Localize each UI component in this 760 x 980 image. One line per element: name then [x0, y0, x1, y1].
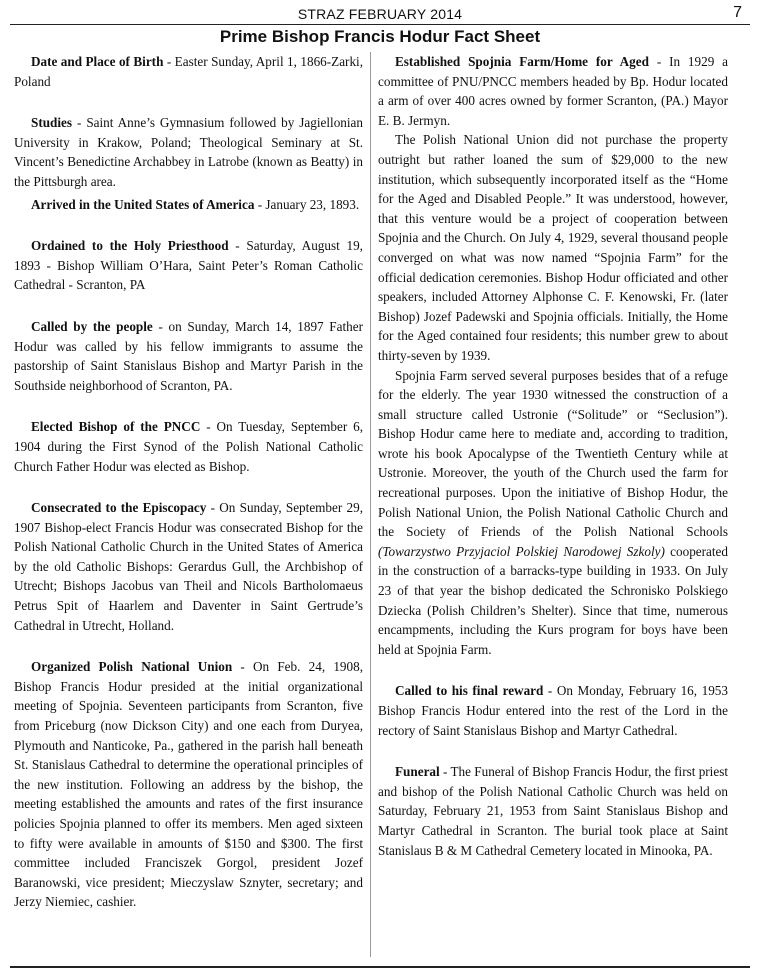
fact-term: Date and Place of Birth [31, 54, 164, 69]
fact-text: - on Sunday, March 14, 1897 Father Hodur was called by his fellow immigrants to assume the pastorship of Saint Stanislaus Bishop and Martyr Parish in the Southside neighborhood of Scranton, PA. [14, 318, 363, 393]
paragraph-text: cooperated in the construction of a barracks-type building in 1933. On July 23 of that year the bishop dedicated the Schronisko Polskiego Dziecka (Polish Children’s Shelter). Since that time, numerous encampments, including the Kurs program for boys have been held at Spojnia Farm. [378, 543, 728, 657]
fact-text: - On Feb. 24, 1908, Bishop Francis Hodur presided at the initial organizational meeting of Spojnia. Seventeen participants from Scranton, five from Priceburg (now Dickson City) and one each from Duryea, Plymouth and Nanticoke, Pa., gathered in the parish hall beneath St. Stanislaus Cathedral to determine the operational principles of the new institution. Following an address by the bishop, the meeting established the amounts and rates of the first insurance policies Spojnia planned to offer its members. Men aged sixteen to fifty were available in amounts of $150 and $300. The first committee included Franciszek Gorgol, president Jozef Baranowski, vice president; Mieczyslaw Sznyter, secretary; and Jerzy Niemiec, cashier. [14, 659, 363, 910]
fact-entry-studies [14, 113, 363, 191]
fact-term: Established Spojnia Farm/Home for Aged [395, 54, 649, 69]
page-header [10, 6, 750, 25]
society-name-polish: (Towarzystwo Przyjaciol Polskiej Narodowej Szkoly) [378, 543, 665, 559]
fact-term: Called to his final reward [395, 683, 544, 699]
fact-text: - Saint Anne’s Gymnasium followed by Jagiellonian University in Krakow, Poland; Theological Seminary at St. Vincent’s Benedictine Archabbey in Latrobe (known as Beatty) in the Pittsburgh area. [14, 115, 363, 189]
column-divider [370, 52, 371, 957]
bottom-rule [10, 966, 750, 968]
fact-text: - January 23, 1893. [254, 196, 360, 212]
fact-text: - On Monday, February 16, 1953 Bishop Francis Hodur entered into the rest of the Lord in the rectory of Saint Stanislaus Bishop and Martyr Cathedral. [378, 683, 728, 738]
fact-text: - The Funeral of Bishop Francis Hodur, the first priest and bishop of the Polish National Catholic Church was held on Saturday, February 21, 1953 from Saint Stanislaus Bishop and Martyr Cathedral in Scranton. The burial took place at Saint Stanislaus B & M Cathedral Cemetery located in Minooka, PA. [378, 764, 728, 858]
fact-text: - On Sunday, September 29, 1907 Bishop-elect Francis Hodur was consecrated Bishop for the Polish National Catholic Church in the United States of America by the old Catholic Bishops: Gerardus Gull, the Archbishop of Utrecht; Bishops Jacobus van Theil and Nicols Bartholomaeus Petrus Spit of Haarlem and Daventer in Saint Gertrude’s Cathedral in Utrecht, Holland. [14, 500, 363, 633]
left-column [14, 52, 363, 912]
spojnia-farm-paragraph-3 [378, 366, 728, 660]
fact-entry-birth [14, 52, 363, 91]
fact-text: - Saturday, August 19, 1893 - Bishop William O’Hara, Saint Peter’s Roman Catholic Cathedral - Scranton, PA [14, 238, 363, 293]
fact-entry-pnu [14, 657, 363, 912]
right-column [378, 52, 728, 860]
fact-entry-spojnia-farm [378, 52, 728, 130]
fact-entry-ordination [14, 236, 363, 295]
fact-term: Called by the people [31, 318, 153, 334]
fact-entry-consecrated [14, 498, 363, 635]
fact-term: Ordained to the Holy Priesthood [31, 238, 229, 254]
fact-entry-called [14, 317, 363, 395]
fact-term: Studies [31, 115, 73, 131]
paragraph-text: Spojnia Farm served several purposes besides that of a refuge for the elderly. The year 1930 witnessed the construction of a small structure called Ustronie (“Solitude” or “Seclusion”). Bishop Hodur came here to mediate and, according to tradition, wrote his book Apocalypse of the Twentieth Century while at Ustronie. Moreover, the youth of the Church used the farm for recreational purposes. Upon the initiative of Bishop Hodur, the Polish National Union, the Polish National Catholic Church and the Society of Friends of the Polish National Schools [378, 367, 728, 540]
fact-term: Elected Bishop of the PNCC [31, 419, 201, 435]
fact-text: - In 1929 a committee of PNU/PNCC members headed by Bp. Hodur located a arm of over 400 acres owned by former Scranton, (PA.) Mayor E. B. Jermyn. [378, 54, 729, 128]
fact-entry-final-reward [378, 681, 728, 740]
page-number: 7 [733, 4, 742, 21]
fact-text: - On Tuesday, September 6, 1904 during the First Synod of the Polish National Catholic Church Father Hodur was elected as Bishop. [14, 419, 363, 474]
fact-term: Consecrated to the Episcopacy [31, 500, 207, 516]
fact-entry-elected [14, 417, 363, 476]
article-title: Prime Bishop Francis Hodur Fact Sheet [219, 27, 541, 46]
fact-entry-arrival [14, 195, 363, 215]
fact-term: Funeral [395, 764, 440, 780]
fact-term: Organized Polish National Union [31, 659, 233, 675]
running-title: STRAZ FEBRUARY 2014 [297, 6, 463, 22]
fact-entry-funeral [378, 762, 728, 860]
fact-text: - Easter Sunday, April 1, 1866-Zarki, Poland [14, 54, 364, 89]
spojnia-farm-paragraph-2: The Polish National Union did not purchase the property outright but rather loaned the sum of $29,000 to the new institution, which subsequently incorporated itself as the “Home for the Aged and Disabled People.” It was understood, however, that this venture would be a project of cooperation between Spojnia and the Church. On July 4, 1929, several thousand people converged on what was now named “Spojnia Farm” for the official dedication ceremonies. Bishop Hodur officiated and other speakers, included Attorney Alphonse C. F. Kenowski, Fr. (later Bishop) Jozef Padewski and Spojnia officials. Initially, the Home for the Aged contained four residents; this number grew to about thirty-seven by 1939. [378, 132, 728, 363]
fact-term: Arrived in the United States of America [31, 196, 255, 212]
